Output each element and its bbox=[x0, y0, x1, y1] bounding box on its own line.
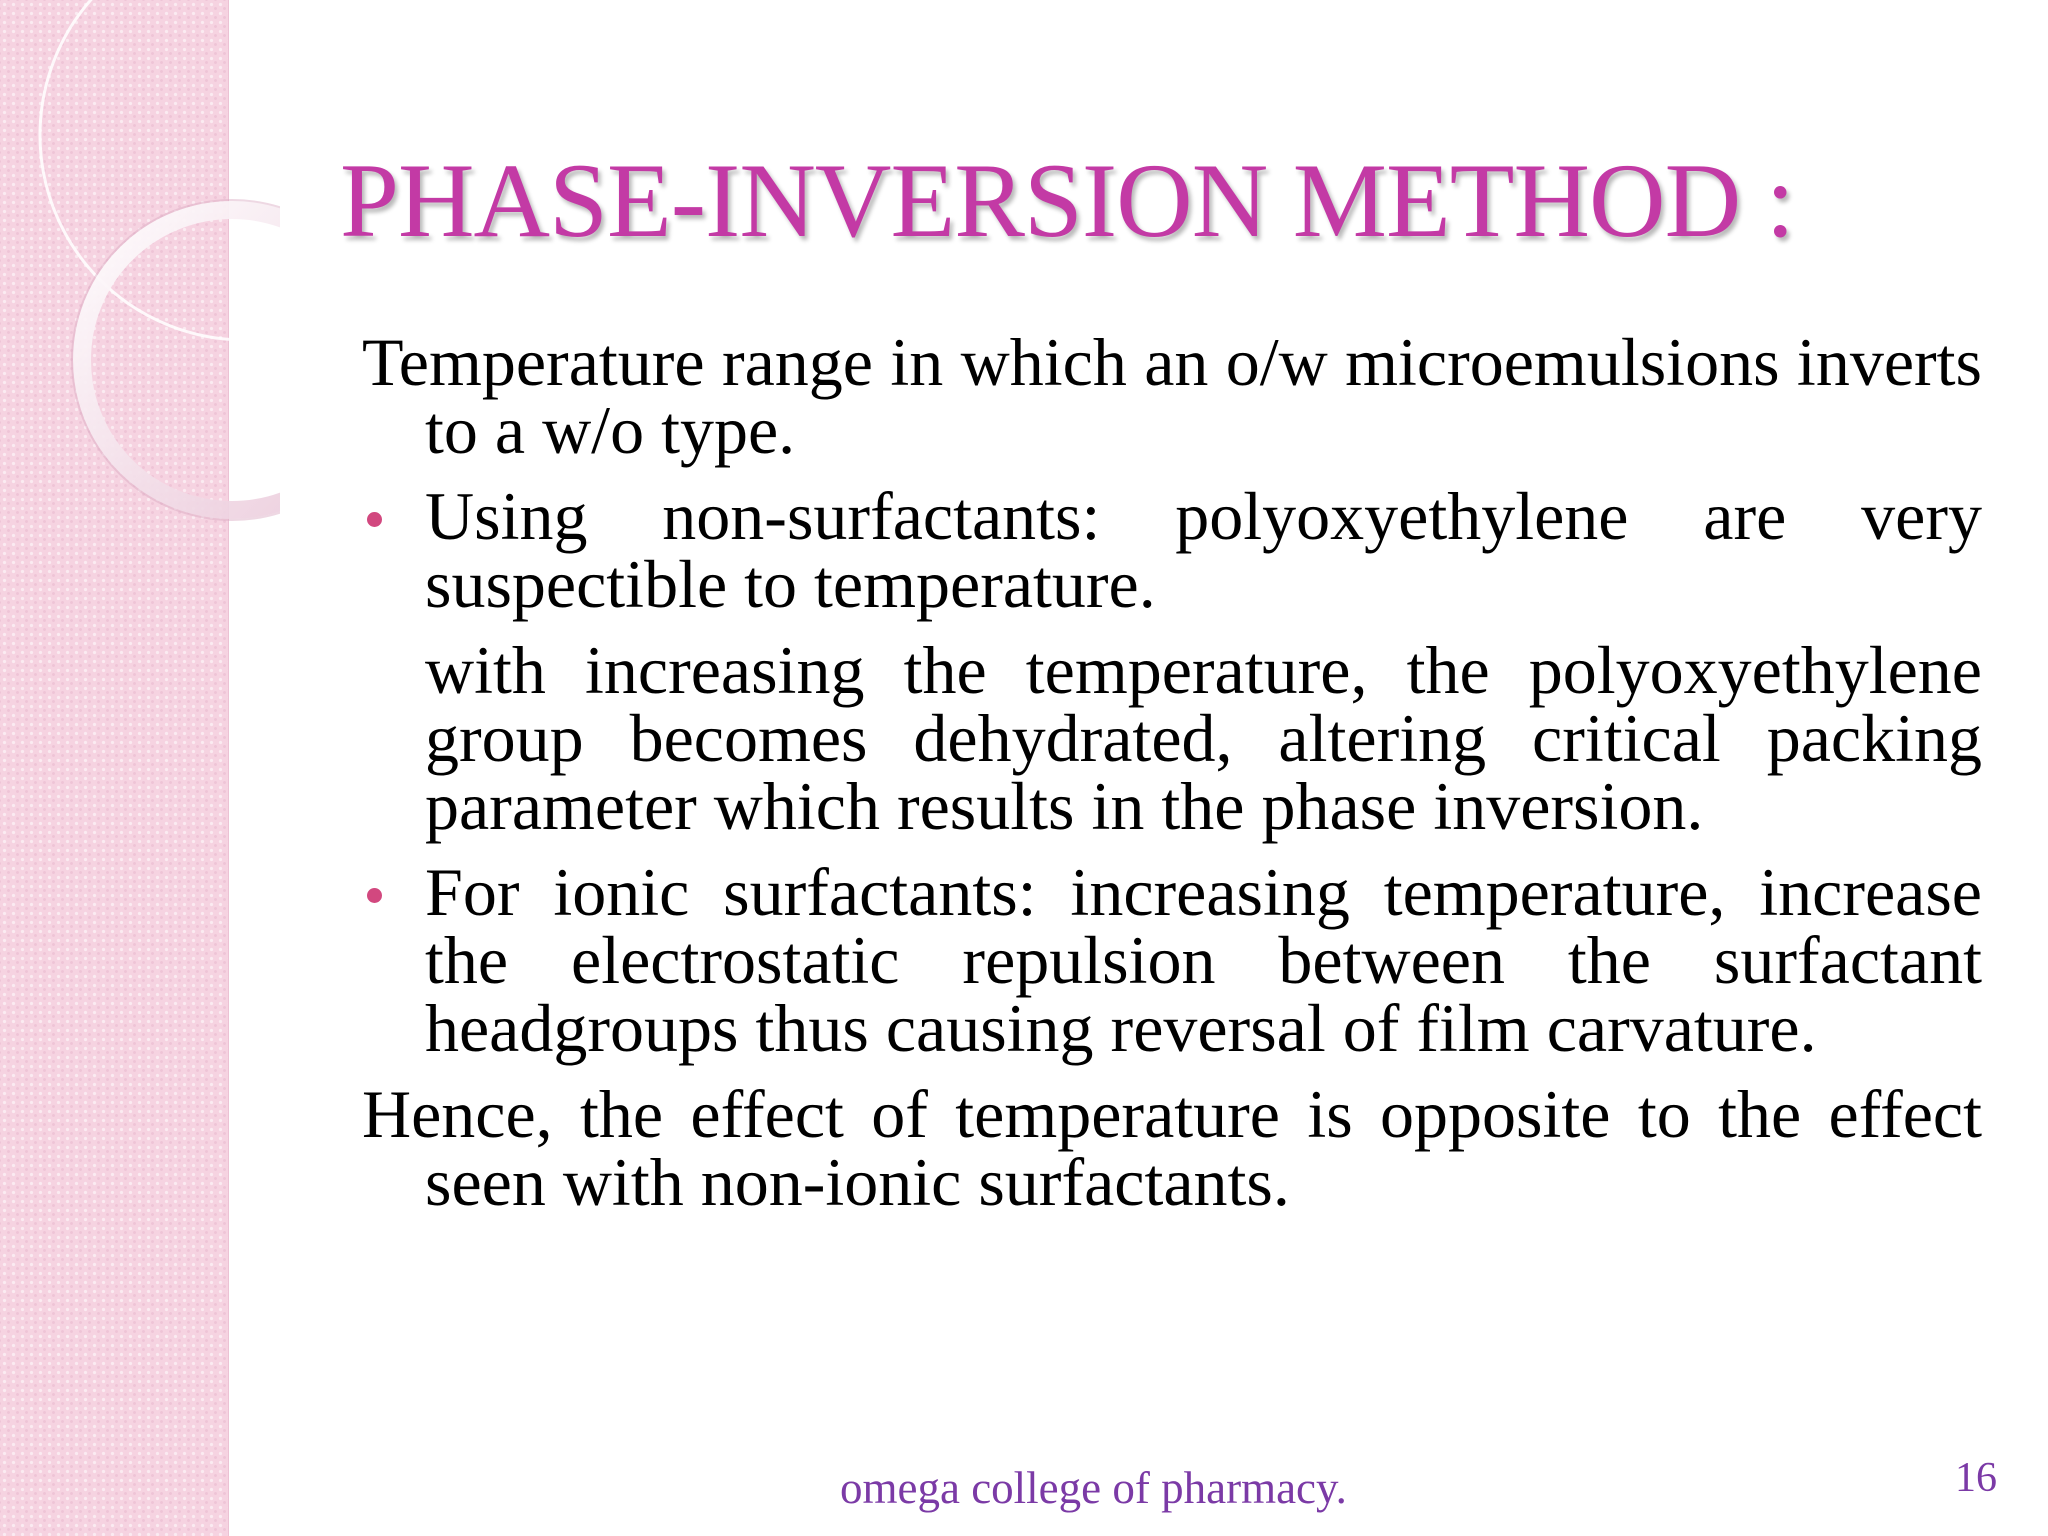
slide-body bbox=[362, 324, 1982, 1220]
bullet-item-ionic bbox=[362, 854, 1982, 1066]
bullet-text: Using non-surfactants: polyoxyethylene are very suspectible to temperature. bbox=[425, 478, 1982, 622]
thick-ring-outline bbox=[72, 200, 280, 520]
conclusion-paragraph: Hence, the effect of temperature is opposite to the effect seen with non-ionic surfactants. bbox=[362, 1076, 1982, 1220]
bullet-icon bbox=[367, 512, 382, 527]
continuation-paragraph: with increasing the temperature, the polyoxyethylene group becomes dehydrated, altering critical packing parameter which results in the phase inversion. bbox=[425, 632, 1982, 844]
footer-text: omega college of pharmacy. bbox=[840, 1463, 1347, 1513]
page-number: 16 bbox=[1955, 1455, 1997, 1501]
large-ring bbox=[40, 0, 280, 340]
bullet-item-nonionic bbox=[362, 478, 1982, 622]
intro-paragraph: Temperature range in which an o/w microemulsions inverts to a w/o type. bbox=[362, 324, 1982, 468]
bullet-text: For ionic surfactants: increasing temperature, increase the electrostatic repulsion between the surfactant headgroups thus causing reversal of film carvature. bbox=[425, 854, 1982, 1066]
bullet-icon bbox=[367, 888, 382, 903]
decorative-rings bbox=[0, 0, 280, 540]
slide-title: PHASE-INVERSION METHOD : bbox=[340, 142, 1795, 259]
